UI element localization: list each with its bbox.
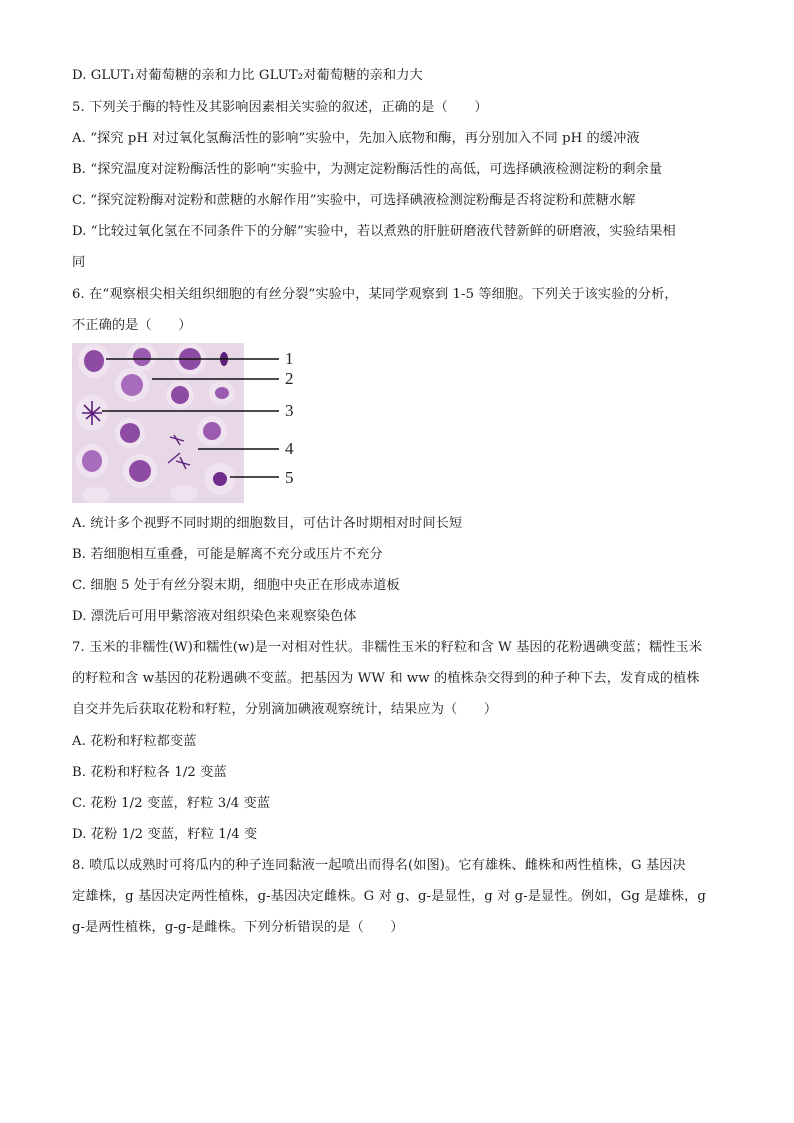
mitosis-micrograph (72, 343, 304, 503)
figure-label-5: 5 (285, 468, 294, 487)
figure-label-3: 3 (285, 401, 294, 420)
question-6-stem-cont: 不正确的是（ ） (72, 318, 192, 333)
question-7-option-d: D. 花粉 1/2 变蓝，籽粒 1/4 变 (72, 827, 258, 842)
option-d-glut: D. GLUT₁对葡萄糖的亲和力比 GLUT₂对葡萄糖的亲和力大 (72, 68, 423, 83)
question-5-option-b: B. “探究温度对淀粉酶活性的影响”实验中，为测定淀粉酶活性的高低，可选择碘液检测淀粉的剩余量 (72, 162, 663, 177)
question-6-option-b: B. 若细胞相互重叠，可能是解离不充分或压片不充分 (72, 547, 383, 562)
question-5-option-d: D. “比较过氧化氢在不同条件下的分解”实验中，若以煮熟的肝脏研磨液代替新鲜的研磨液，实验结果相 (72, 224, 676, 239)
question-5-stem: 5. 下列关于酶的特性及其影响因素相关实验的叙述，正确的是（ ） (72, 100, 488, 115)
question-6-option-d: D. 漂洗后可用甲紫溶液对组织染色来观察染色体 (72, 609, 357, 624)
question-5-option-c: C. “探究淀粉酶对淀粉和蔗糖的水解作用”实验中，可选择碘液检测淀粉酶是否将淀粉和蔗糖水解 (72, 193, 636, 208)
question-6-option-c: C. 细胞 5 处于有丝分裂末期，细胞中央正在形成赤道板 (72, 578, 400, 593)
question-7-stem: 7. 玉米的非糯性(W)和糯性(w)是一对相对性状。非糯性玉米的籽粒和含 W 基因的花粉遇碘变蓝；糯性玉米 (72, 640, 703, 655)
question-6-option-a: A. 统计多个视野不同时期的细胞数目，可估计各时期相对时间长短 (72, 516, 463, 531)
figure-label-2: 2 (285, 369, 294, 388)
question-8-stem: 8. 喷瓜以成熟时可将瓜内的种子连同黏液一起喷出而得名(如图)。它有雄株、雌株和两性植株，G 基因决 (72, 858, 686, 873)
figure-label-1: 1 (285, 349, 294, 368)
question-6-stem: 6. 在“观察根尖相关组织细胞的有丝分裂”实验中，某同学观察到 1-5 等细胞。下列关于该实验的分析， (72, 287, 678, 302)
question-7-option-b: B. 花粉和籽粒各 1/2 变蓝 (72, 765, 227, 780)
mitosis-micrograph-figure (72, 343, 304, 503)
question-8-stem-cont-2: g-是两性植株，g-g-是雌株。下列分析错误的是（ ） (72, 920, 404, 935)
question-5-option-a: A. “探究 pH 对过氧化氢酶活性的影响”实验中，先加入底物和酶，再分别加入不同 pH 的缓冲液 (72, 131, 640, 146)
question-7-option-a: A. 花粉和籽粒都变蓝 (72, 734, 197, 749)
question-7-stem-cont-2: 自交并先后获取花粉和籽粒，分别滴加碘液观察统计，结果应为（ ） (72, 702, 498, 717)
question-7-option-c: C. 花粉 1/2 变蓝，籽粒 3/4 变蓝 (72, 796, 271, 811)
figure-label-4: 4 (285, 439, 294, 458)
question-7-stem-cont-1: 的籽粒和含 w基因的花粉遇碘不变蓝。把基因为 WW 和 ww 的植株杂交得到的种子种下去，发育成的植株 (72, 671, 700, 686)
question-5-option-d-cont: 同 (72, 255, 86, 270)
question-8-stem-cont-1: 定雄株，g 基因决定两性植株，g-基因决定雌株。G 对 g、g-是显性，g 对 g-是显性。例如，Gg 是雄株，g (72, 889, 706, 904)
